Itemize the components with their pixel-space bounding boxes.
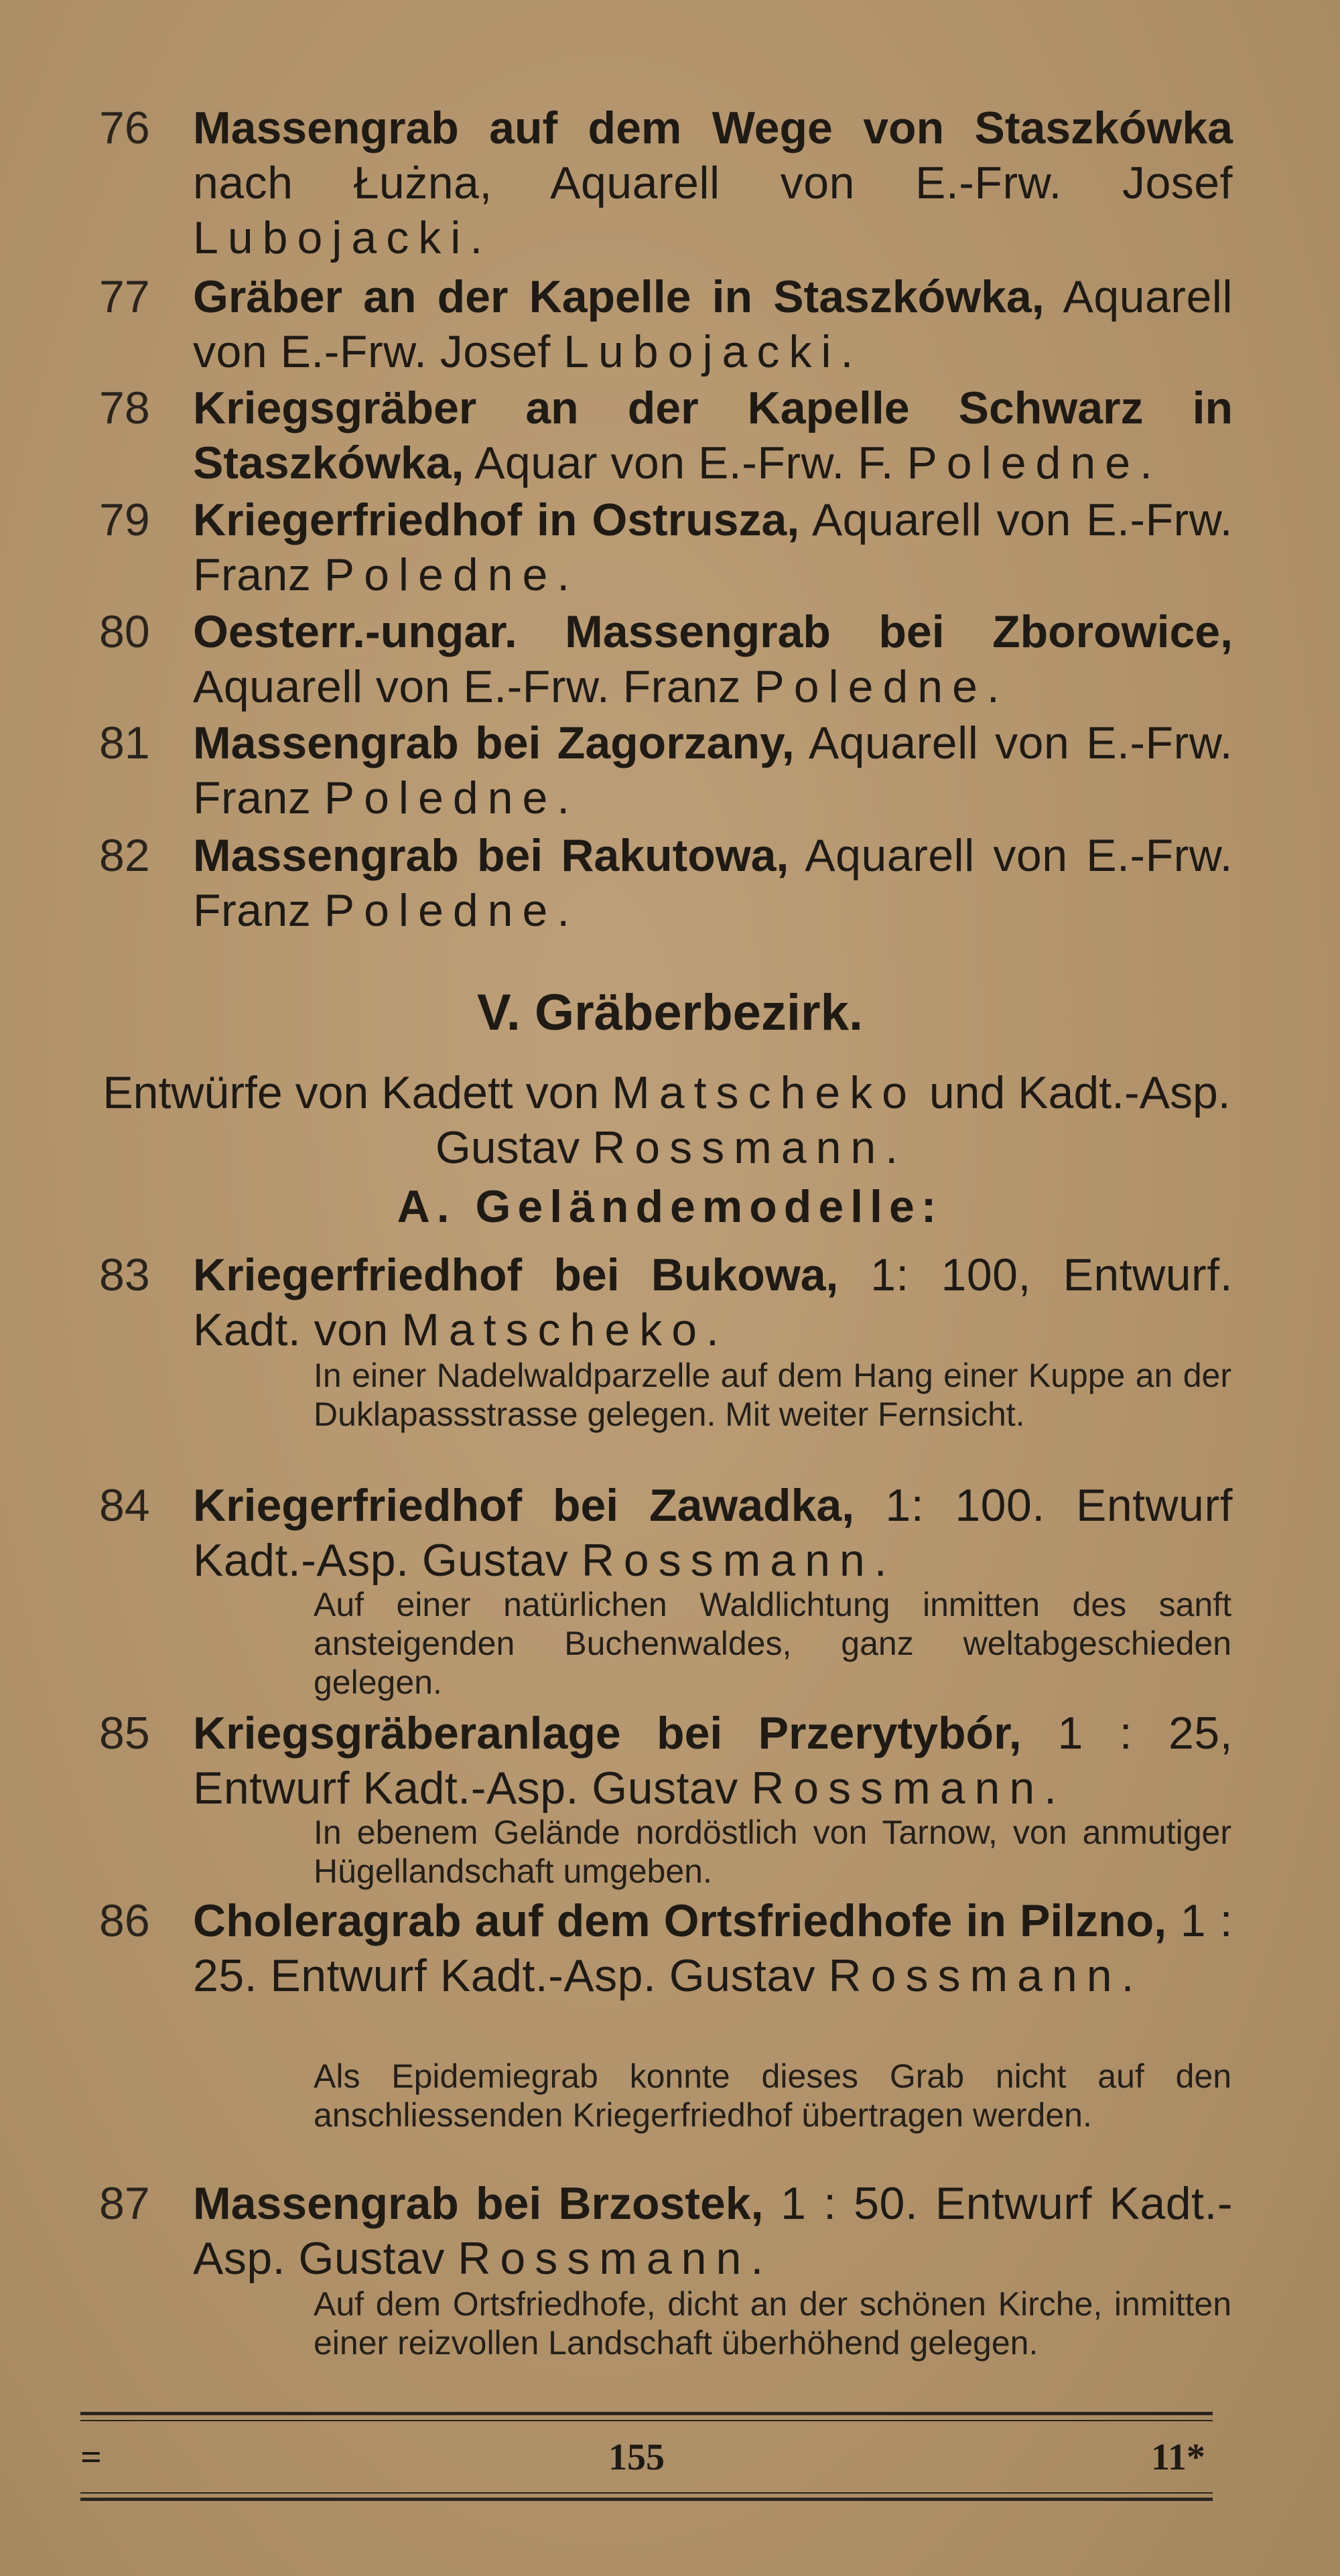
entry-end: . bbox=[874, 1535, 888, 1586]
entry-title: Kriegsgräberanlage bei Przerytybór, bbox=[193, 1708, 1022, 1759]
entry-title: Choleragrab auf dem Ortsfriedhofe in Pilzno, bbox=[193, 1895, 1167, 1946]
entry-description: 1 : 25, Entwurf Kadt.-Asp. Gustav bbox=[193, 1708, 1233, 1814]
designer-name: Rossmann bbox=[751, 1763, 1045, 1814]
entry-description: Aquarell von E.-Frw. Franz bbox=[193, 830, 1233, 936]
entry-text bbox=[193, 1893, 1233, 2003]
designer-name: Matscheko bbox=[612, 1067, 917, 1118]
entry-end: . bbox=[1121, 1950, 1134, 2001]
footer-rule-bottom-thin bbox=[80, 2492, 1213, 2494]
entry-number: 86 bbox=[99, 1895, 150, 1946]
entry-end: . bbox=[470, 212, 483, 263]
section-title: V. Gräberbezirk. bbox=[477, 984, 863, 1041]
artist-name: Poledne bbox=[324, 885, 557, 936]
intro-text: und Kadt.-Asp. Gustav bbox=[435, 1067, 1231, 1173]
designer-name: Rossmann bbox=[581, 1535, 874, 1586]
artist-name: Poledne bbox=[324, 772, 557, 823]
entry-number: 87 bbox=[99, 2178, 150, 2229]
artist-name: Lubojacki bbox=[563, 326, 841, 377]
entry-note: In einer Nadelwaldparzelle auf dem Hang einer Kuppe an der Duklapassstrasse gelegen. Mit weiter Fernsicht. bbox=[314, 1357, 1231, 1433]
entry-end: . bbox=[840, 326, 854, 377]
entry-text bbox=[193, 1247, 1233, 1357]
entry-title: Kriegerfriedhof in Ostrusza, bbox=[193, 494, 800, 545]
entry-text bbox=[193, 1478, 1233, 1588]
entry-description: Aquarell von E.-Frw. Franz bbox=[193, 718, 1233, 823]
signature-mark: 11* bbox=[1151, 2437, 1205, 2478]
footer-mark: = bbox=[80, 2437, 102, 2478]
entry-number: 81 bbox=[99, 718, 150, 768]
footer-rule-bottom bbox=[80, 2498, 1213, 2501]
footer-rule-top bbox=[80, 2412, 1213, 2415]
catalog-entry-79 bbox=[100, 492, 1233, 602]
entry-number: 77 bbox=[99, 271, 150, 322]
page-number: 155 bbox=[608, 2437, 665, 2478]
entry-text bbox=[193, 269, 1233, 379]
entry-description: Aquarell von E.-Frw. Franz bbox=[193, 494, 1233, 600]
entry-number: 85 bbox=[99, 1708, 150, 1759]
entry-description: nach Łużna, Aquarell von E.-Frw. Josef bbox=[193, 157, 1233, 208]
artist-name: Poledne bbox=[754, 661, 987, 712]
entry-description: Aquar von E.-Frw. F. bbox=[464, 437, 907, 488]
entry-title: Gräber an der Kapelle in Staszkówka, bbox=[193, 271, 1045, 322]
entry-end: . bbox=[1044, 1763, 1057, 1814]
artist-name: Poledne bbox=[324, 549, 557, 600]
entry-text bbox=[193, 828, 1233, 938]
catalog-entry-76 bbox=[100, 100, 1233, 265]
entry-text bbox=[193, 492, 1233, 602]
section-intro bbox=[100, 1065, 1233, 1175]
entry-number: 76 bbox=[99, 103, 150, 153]
catalog-entry-83 bbox=[100, 1247, 1233, 1357]
entry-description: 1: 100. Entwurf Kadt.-Asp. Gustav bbox=[193, 1480, 1233, 1586]
entry-title: Massengrab bei Rakutowa, bbox=[193, 830, 789, 881]
catalog-entry-87 bbox=[100, 2176, 1233, 2286]
catalog-entry-84 bbox=[100, 1478, 1233, 1588]
entry-title: Kriegerfriedhof bei Bukowa, bbox=[193, 1249, 839, 1300]
entry-description: 1 : 50. Entwurf Kadt.-Asp. Gustav bbox=[193, 2178, 1233, 2284]
entry-title: Massengrab auf dem Wege von Staszkówka bbox=[193, 103, 1233, 153]
entry-note: In ebenem Gelände nordöstlich von Tarnow, von anmutiger Hügellandschaft umgeben. bbox=[314, 1814, 1231, 1890]
catalog-entry-86 bbox=[100, 1893, 1233, 2003]
intro-text: Entwürfe von Kadett von bbox=[103, 1067, 612, 1118]
artist-name: Poledne bbox=[907, 437, 1140, 488]
entry-description: 1 : 25. Entwurf Kadt.-Asp. Gustav bbox=[193, 1895, 1233, 2001]
entry-text bbox=[193, 381, 1233, 490]
catalog-entry-78 bbox=[100, 381, 1233, 490]
entry-title: Massengrab bei Brzostek, bbox=[193, 2178, 764, 2229]
designer-name: Rossmann bbox=[458, 2233, 751, 2284]
entry-end: . bbox=[986, 661, 1000, 712]
catalog-entry-82 bbox=[100, 828, 1233, 938]
entry-end: . bbox=[750, 2233, 764, 2284]
catalog-entry-85 bbox=[100, 1706, 1233, 1816]
entry-number: 80 bbox=[99, 606, 150, 657]
entry-note: Auf einer natürlichen Waldlichtung inmitten des sanft ansteigenden Buchenwaldes, ganz weltabgeschieden gelegen. bbox=[314, 1586, 1231, 1701]
entry-text bbox=[193, 1706, 1233, 1816]
catalog-entry-81 bbox=[100, 716, 1233, 825]
intro-end: . bbox=[885, 1122, 898, 1173]
designer-name: Matscheko bbox=[401, 1304, 707, 1355]
entry-number: 83 bbox=[99, 1249, 150, 1300]
entry-description: 1: 100, Entwurf. Kadt. von bbox=[193, 1249, 1233, 1355]
entry-end: . bbox=[706, 1304, 720, 1355]
entry-end: . bbox=[557, 885, 570, 936]
entry-description: Aquarell von E.-Frw. Franz bbox=[193, 661, 754, 712]
artist-name: Lubojacki bbox=[193, 212, 470, 263]
designer-name: Rossmann bbox=[828, 1950, 1122, 2001]
footer-rule-top-thin bbox=[80, 2420, 1213, 2421]
entry-title: Kriegsgräber an der Kapelle Schwarz in Staszkówka, bbox=[193, 383, 1233, 488]
entry-text bbox=[193, 716, 1233, 825]
entry-description: Aquarell von E.-Frw. Josef bbox=[193, 271, 1233, 377]
entry-text bbox=[193, 100, 1233, 265]
entry-text bbox=[193, 604, 1233, 714]
entry-title: Kriegerfriedhof bei Zawadka, bbox=[193, 1480, 855, 1531]
catalog-entry-80 bbox=[100, 604, 1233, 714]
entry-end: . bbox=[557, 549, 570, 600]
entry-title: Massengrab bei Zagorzany, bbox=[193, 718, 795, 768]
entry-number: 84 bbox=[99, 1480, 150, 1531]
entry-note: Auf dem Ortsfriedhofe, dicht an der schönen Kirche, inmitten einer reizvollen Landschaft überhöhend gelegen. bbox=[314, 2285, 1231, 2362]
entry-title: Oesterr.-ungar. Massengrab bei Zborowice, bbox=[193, 606, 1233, 657]
entry-end: . bbox=[557, 772, 570, 823]
entry-text bbox=[193, 2176, 1233, 2286]
designer-name: Rossmann bbox=[592, 1122, 886, 1173]
subsection-title: A. Geländemodelle: bbox=[397, 1181, 943, 1232]
catalog-entry-77 bbox=[100, 269, 1233, 379]
entry-note: Als Epidemiegrab konnte dieses Grab nicht auf den anschliessenden Kriegerfriedhof übertragen werden. bbox=[314, 2057, 1231, 2134]
entry-number: 78 bbox=[99, 383, 150, 433]
entry-number: 82 bbox=[99, 830, 150, 881]
entry-number: 79 bbox=[99, 494, 150, 545]
entry-end: . bbox=[1140, 437, 1153, 488]
